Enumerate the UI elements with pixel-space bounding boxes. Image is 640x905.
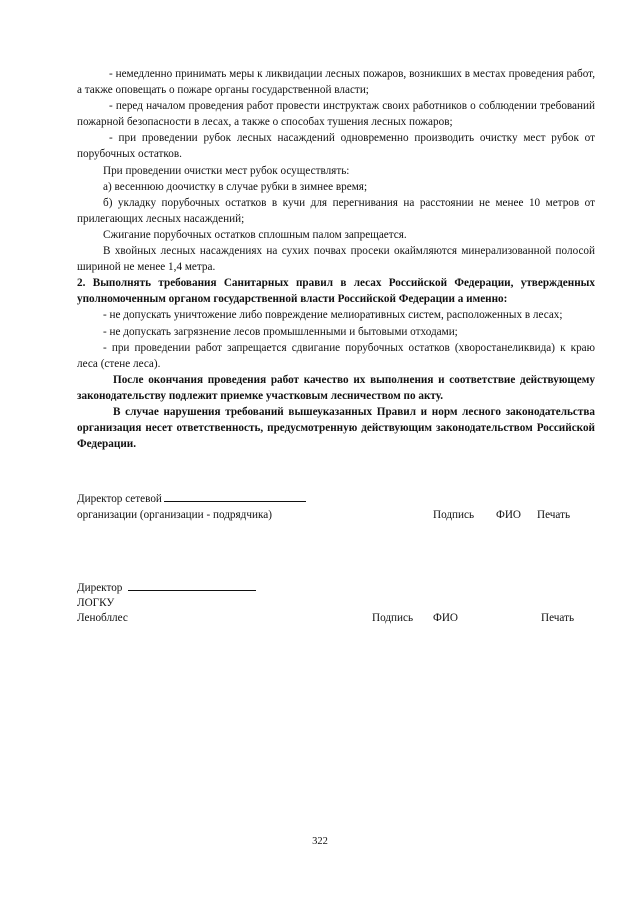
paragraph-burning: Сжигание порубочных остатков сплошным палом запрещается. [103, 228, 407, 241]
signature-network-org: организации (организации - подрядчика) [77, 509, 272, 521]
signature-network-seal-label: Печать [537, 509, 571, 521]
signature-logku-org: ЛОГКУ [77, 597, 115, 609]
signature-line [164, 492, 306, 502]
paragraph-acceptance: После окончания проведения работ качество их выполнения и соответствие действующему законодательству подлежит приемке участковым лесничеством по акту. [77, 373, 595, 402]
signature-logku-sign-label: Подпись [372, 612, 414, 624]
signature-network-fio-label: ФИО [496, 509, 521, 521]
paragraph-conifer: В хвойных лесных насаждениях на сухих почвах просеки окаймляются минерализованной полосой шириной не менее 1,4 метра. [77, 245, 595, 274]
paragraph-cleaning: - при проведении рубок лесных насаждений одновременно производить очистку мест рубок от порубочных остатков. [77, 132, 595, 161]
signature-logku-org2: Ленобллес [77, 612, 128, 624]
signature-network-sign-label: Подпись [433, 509, 475, 521]
paragraph-sanitary-rules: 2. Выполнять требования Санитарных правил в лесах Российской Федерации, утвержденных уполномоченным органом государственной власти Российской Федерации а именно: [77, 277, 595, 306]
signature-logku-fio-label: ФИО [433, 612, 458, 624]
signature-logku-title [77, 580, 256, 596]
paragraph-item-a: а) весеннюю доочистку в случае рубки в зимнее время; [103, 180, 368, 193]
signature-line [128, 581, 256, 591]
paragraph-instruction: - перед началом проведения работ провести инструктаж своих работников о соблюдении требований пожарной безопасности в лесах, а также о способах тушения лесных пожаров; [77, 100, 595, 129]
paragraph-fire-measures: - немедленно принимать меры к ликвидации лесных пожаров, возникших в местах проведения работ, а также оповещать о пожаре органы государственной власти; [77, 68, 595, 97]
page-number: 322 [312, 836, 328, 847]
paragraph-pollution: - не допускать загрязнение лесов промышленными и бытовыми отходами; [103, 325, 458, 338]
paragraph-cleaning-intro: При проведении очистки мест рубок осуществлять: [103, 164, 350, 177]
paragraph-item-b: б) укладку порубочных остатков в кучи для перегнивания на расстоянии не менее 10 метров от прилегающих лесных насаждений; [77, 196, 595, 225]
signature-logku-line1: Директор [77, 582, 123, 594]
document-body [77, 66, 595, 452]
signature-logku-seal-label: Печать [541, 612, 575, 624]
paragraph-liability: В случае нарушения требований вышеуказанных Правил и норм лесного законодательства организация несет ответственность, предусмотренную действующим законодательством Российской Федерации. [77, 405, 595, 451]
paragraph-melioration: - не допускать уничтожение либо повреждение мелиоративных систем, расположенных в лесах; [103, 309, 563, 322]
signature-network-title [77, 491, 306, 507]
signature-network-line1: Директор сетевой [77, 493, 162, 505]
paragraph-residues: - при проведении работ запрещается сдвигание порубочных остатков (хворостанеликвида) к краю леса (стене леса). [77, 341, 595, 370]
